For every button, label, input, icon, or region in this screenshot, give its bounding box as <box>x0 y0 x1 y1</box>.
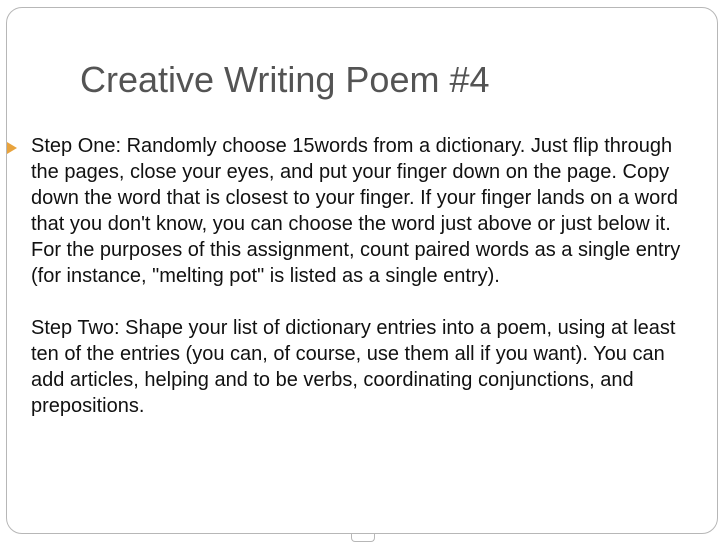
frame-notch <box>351 534 375 542</box>
triangle-bullet-icon <box>7 142 17 154</box>
step-one-paragraph: Step One: Randomly choose 15words from a dictionary. Just flip through the pages, close your eyes, and put your finger down on the page. Copy down the word that is closest to your finger. If your finger lands on a word that you don't know, you can choose the word just above or just below it. For the purposes of this assignment, count paired words as a single entry (for instance, "melting pot" is listed as a single entry). <box>31 135 681 287</box>
slide-body <box>31 133 691 419</box>
step-two-paragraph: Step Two: Shape your list of dictionary entries into a poem, using at least ten of the entries (you can, of course, use them all if you want). You can add articles, helping and to be verbs, coordinating conjunctions, and prepositions. <box>31 317 676 417</box>
slide-title: Creative Writing Poem #4 <box>80 59 490 100</box>
